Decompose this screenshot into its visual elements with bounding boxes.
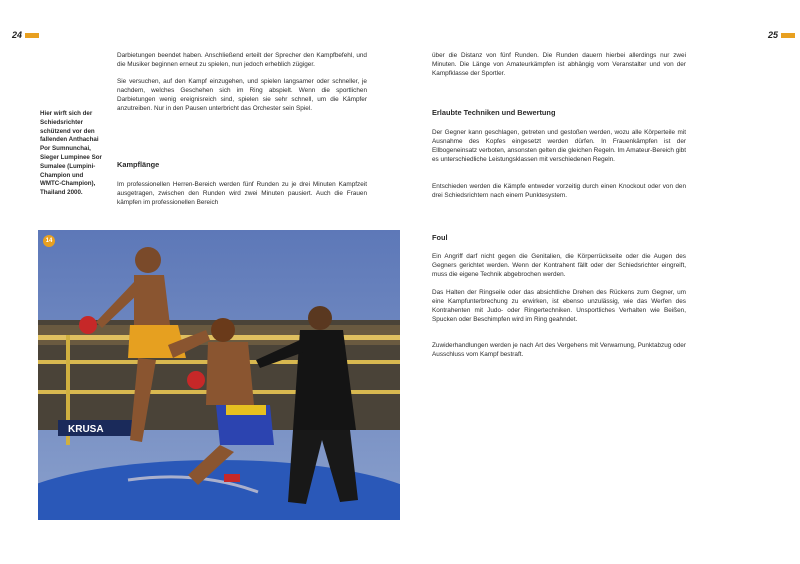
right-paragraph-3: Entschieden werden die Kämpfe entweder vorzeitig durch einen Knockout oder von den drei Schiedsrichtern nach einem Punktesystem. — [432, 183, 686, 199]
page-number-right — [768, 30, 795, 40]
page-number-bar — [25, 33, 39, 38]
right-paragraph-4: Ein Angriff darf nicht gegen die Genitalien, die Körperrückseite oder die Augen des Gegners gerichtet werden. Wenn der Kontrahent fällt oder der Schiedsrichter eingreift, muss die eigene Technik abgebrochen werden. — [432, 253, 686, 278]
banner-text: KRUSA — [68, 424, 104, 435]
left-paragraph-2: Sie versuchen, auf den Kampf einzugehen, und spielen langsamer oder schneller, je nachdem, welches Geschehen sich im Ring abspielt. Wenn die sportlichen Darbietungen wenig ereignisreich sind, spielen sie sehr schnell, um die Kämpfer anzutreiben. Nur in den Pausen unterbricht das Orchester sein Spiel. — [117, 78, 367, 112]
photo-illustration — [38, 230, 400, 520]
right-paragraph-2: Der Gegner kann geschlagen, getreten und gestoßen werden, wozu alle Körperteile mit Ausnahme des Kopfes eingesetzt werden dürfen. In Frauenkämpfen ist der Ellbogeneinsatz verboten, ansonsten gelten die gleichen Regeln. Im Amateur-Bereich gibt es unterschiedliche Leistungsklassen mit verschiedenen Regeln. — [432, 129, 687, 163]
right-paragraph-6: Zuwiderhandlungen werden je nach Art des Vergehens mit Verwarnung, Punktabzug oder Ausschluss vom Kampf bestraft. — [432, 342, 686, 358]
photo-number-badge: 14 — [43, 235, 55, 247]
photo-caption: Hier wirft sich der Schiedsrichter schützend vor den fallenden Anthachai Por Sumnunchai, Sieger Lumpinee Sor Sumalee (Lumpini-Champion und WMTC-Champion), Thailand 2000. — [40, 110, 102, 197]
heading-erlaubte-techniken: Erlaubte Techniken und Bewertung — [432, 108, 556, 117]
left-paragraph-3: Im professionellen Herren-Bereich werden fünf Runden zu je drei Minuten Kampfzeit ausgetragen, zwischen den Runden wird zwei Minuten pausiert. Auch die Frauen kämpfen im professionellen Bereich — [117, 181, 367, 206]
page-number-bar — [781, 33, 795, 38]
heading-kampflaenge: Kampflänge — [117, 160, 160, 169]
muay-thai-photo — [38, 230, 400, 520]
page-number-left-text: 24 — [12, 30, 23, 40]
page-number-left — [12, 30, 39, 40]
left-paragraph-1: Darbietungen beendet haben. Anschließend erteilt der Sprecher den Kampfbefehl, und die Musiker beginnen erneut zu spielen, nun jedoch erheblich zügiger. — [117, 52, 367, 68]
right-paragraph-5: Das Halten der Ringseile oder das absichtliche Drehen des Rückens zum Gegner, um eine Kampfunterbrechung zu erwirken, ist ebenso unzulässig, wie das Werfen des Kontrahenten mit Judo- oder Ringertechniken. Unsportliches Verhalten wie Beißen, Spucken oder Beschimpfen wird im Ring geahndet. — [432, 289, 686, 323]
page-number-right-text: 25 — [768, 30, 779, 40]
heading-foul: Foul — [432, 233, 448, 242]
right-paragraph-1: über die Distanz von fünf Runden. Die Runden dauern hierbei allerdings nur zwei Minuten. Die Länge von Amateurkämpfen ist abhängig vom Veranstalter und von der Kampfklasse der Sportler. — [432, 52, 686, 77]
